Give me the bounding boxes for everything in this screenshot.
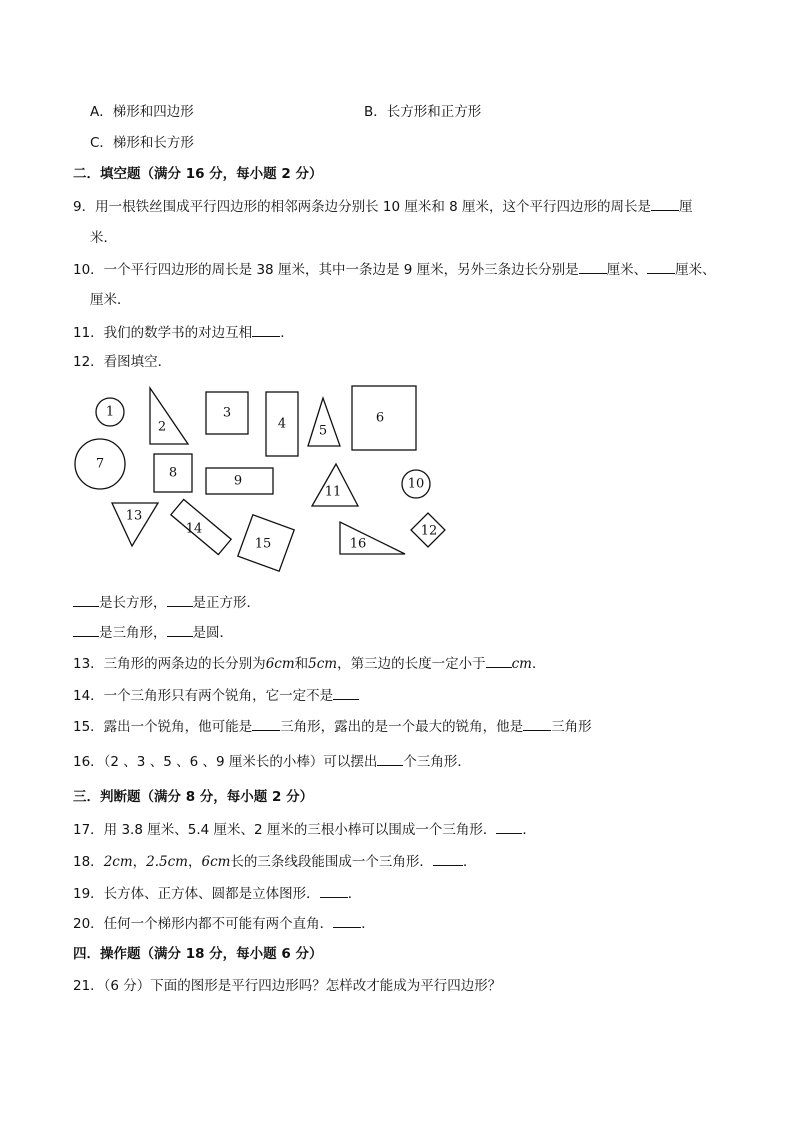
answer-blank[interactable]	[333, 913, 361, 928]
answer-blank[interactable]	[651, 196, 679, 211]
section-3-title: 三．判断题（满分 8 分，每小题 2 分）	[73, 789, 314, 805]
answer-blank[interactable]	[73, 622, 99, 637]
q18-value-1: 2cm	[103, 854, 133, 870]
question-12-line-1	[73, 592, 260, 613]
question-15-text: 15．露出一个锐角，他可能是	[73, 719, 253, 735]
q13-mid-2: ，第三边的长度一定小于	[337, 656, 486, 672]
question-13-text: 13．三角形的两条边的长分别为	[73, 656, 266, 672]
shape-label-11: 11	[324, 484, 342, 500]
answer-blank[interactable]	[486, 653, 512, 668]
q18-value-3: 6cm	[201, 854, 231, 870]
answer-blank[interactable]	[73, 592, 99, 607]
shape-label-4: 4	[277, 416, 287, 432]
shape-label-15: 15	[254, 536, 272, 552]
q15-mid: 三角形，露出的是一个最大的锐角，他是	[280, 719, 524, 735]
question-9-cont: 米．	[90, 230, 117, 246]
answer-blank[interactable]	[523, 716, 551, 731]
q12-line1-a: 是长方形，	[99, 595, 167, 611]
q19-end: ．	[347, 886, 362, 902]
question-17-text: 17．用 3.8 厘米、5.4 厘米、2 厘米的三根小棒可以围成一个三角形．	[73, 822, 497, 838]
q12-line2-b: 是圆．	[192, 625, 233, 641]
shape-label-13: 13	[125, 508, 143, 524]
triangle-2	[150, 388, 188, 444]
answer-blank[interactable]	[377, 751, 403, 766]
question-17	[73, 819, 536, 840]
question-21: 21．（6 分）下面的图形是平行四边形吗？怎样改才能成为平行四边形？	[73, 978, 502, 994]
question-9	[73, 196, 693, 217]
question-18	[73, 851, 476, 872]
shape-label-3: 3	[222, 405, 232, 421]
q13-value-1: 6cm	[265, 656, 295, 672]
shape-label-2: 2	[157, 419, 167, 435]
question-16	[73, 751, 471, 772]
q18-end: ．	[462, 854, 477, 870]
shape-label-8: 8	[168, 465, 178, 481]
answer-blank[interactable]	[333, 685, 359, 700]
question-20-text: 20．任何一个梯形内都不可能有两个直角．	[73, 916, 334, 932]
option-a: A．梯形和四边形	[90, 104, 194, 120]
answer-blank[interactable]	[433, 851, 463, 866]
answer-blank[interactable]	[579, 259, 607, 274]
question-19	[73, 883, 361, 904]
q17-end: ．	[522, 822, 536, 838]
q13-end: ．	[531, 656, 546, 672]
answer-blank[interactable]	[496, 819, 522, 834]
question-12-line-2	[73, 622, 233, 643]
triangle-5	[308, 398, 340, 446]
q18-rest: 长的三条线段能围成一个三角形．	[230, 854, 433, 870]
section-4-title: 四．操作题（满分 18 分，每小题 6 分）	[73, 946, 323, 962]
question-10-cont: 厘米．	[90, 292, 131, 308]
shape-label-16: 16	[349, 536, 367, 552]
q15-end: 三角形	[551, 719, 592, 735]
shape-label-12: 12	[420, 523, 438, 539]
question-10-unit-1: 厘米、	[606, 262, 648, 278]
answer-blank[interactable]	[167, 592, 193, 607]
shape-label-7: 7	[95, 456, 105, 472]
shape-label-6: 6	[375, 410, 385, 426]
q16-end: 个三角形．	[403, 754, 471, 770]
answer-blank[interactable]	[320, 883, 348, 898]
question-9-text: 9．用一根铁丝围成平行四边形的相邻两条边分别长 10 厘米和 8 厘米，这个平行四边形的周长是	[73, 199, 652, 215]
question-14-text: 14．一个三角形只有两个锐角，它一定不是	[73, 688, 334, 704]
question-9-unit: 厘	[679, 199, 693, 215]
q18-sep-1: ，	[132, 854, 147, 870]
q12-line2-a: 是三角形，	[99, 625, 167, 641]
q20-end: ．	[361, 916, 375, 932]
question-12: 12．看图填空．	[73, 354, 172, 370]
question-13	[73, 653, 545, 674]
question-20	[73, 913, 375, 934]
shape-label-9: 9	[233, 473, 243, 489]
question-14	[73, 685, 359, 706]
question-11-end: ．	[280, 325, 294, 341]
shape-label-10: 10	[407, 476, 425, 492]
shape-label-14: 14	[185, 521, 203, 537]
shape-label-5: 5	[318, 423, 328, 439]
option-c: C．梯形和长方形	[90, 135, 194, 151]
answer-blank[interactable]	[647, 259, 675, 274]
question-10	[73, 259, 716, 280]
section-2-title: 二．填空题（满分 16 分，每小题 2 分）	[73, 166, 323, 182]
q18-sep-2: ，	[187, 854, 202, 870]
option-b: B．长方形和正方形	[364, 104, 482, 120]
question-15	[73, 716, 592, 737]
answer-blank[interactable]	[252, 322, 280, 337]
q12-line1-b: 是正方形．	[192, 595, 260, 611]
question-11	[73, 322, 294, 343]
shape-label-1: 1	[105, 404, 115, 420]
answer-blank[interactable]	[252, 716, 280, 731]
q18-num: 18．	[73, 854, 104, 870]
q18-value-2: 2.5cm	[146, 854, 188, 870]
shapes-figure	[70, 382, 450, 582]
question-19-text: 19．长方体、正方体、圆都是立体图形．	[73, 886, 320, 902]
question-16-text: 16．（2 、3 、5 、6 、9 厘米长的小棒）可以摆出	[73, 754, 378, 770]
question-10-unit-2: 厘米、	[675, 262, 716, 278]
question-11-text: 11．我们的数学书的对边互相	[73, 325, 253, 341]
question-10-text: 10．一个平行四边形的周长是 38 厘米，其中一条边是 9 厘米，另外三条边长分别是	[73, 262, 579, 278]
q13-mid-1: 和	[294, 656, 309, 672]
q13-value-2: 5cm	[308, 656, 338, 672]
q13-unit: cm	[511, 656, 532, 672]
answer-blank[interactable]	[167, 622, 193, 637]
